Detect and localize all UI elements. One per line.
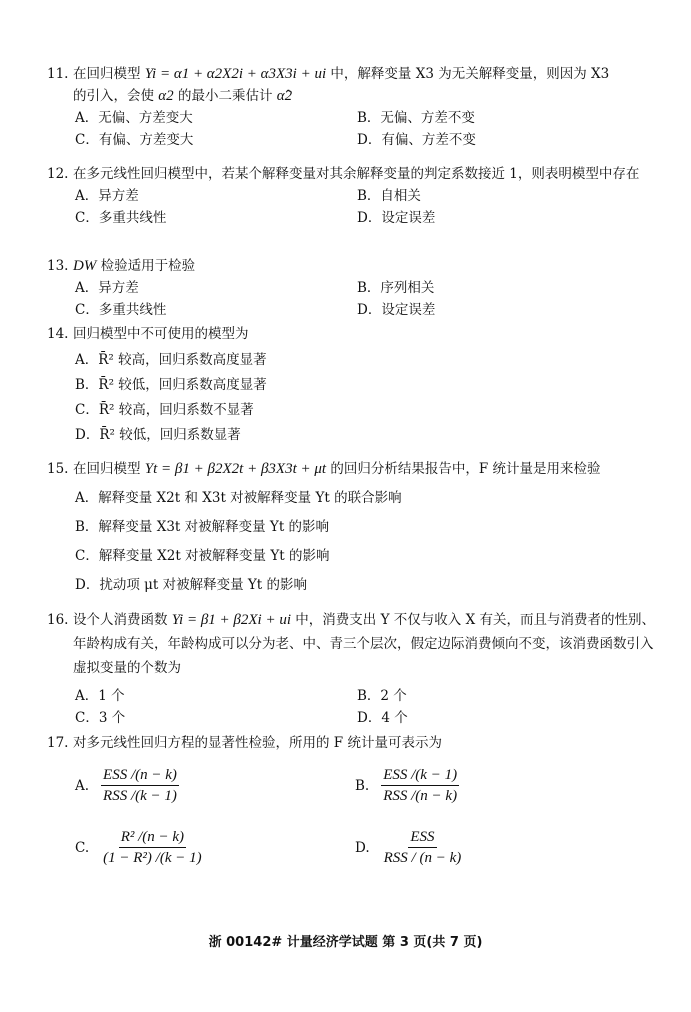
question-stem: 在回归模型 [73,66,145,82]
question-stem: 检验适用于检验 [96,258,196,274]
option-b: B. $\frac{\text{ESS /(k − 1)}}{\text{RSS /(n − k)}}$ [355,767,458,804]
question-16 [47,608,657,728]
option-d: D．4 个 [357,710,408,726]
question-stem: 的回归分析结果报告中，F 统计量是用来检验 [326,461,601,477]
option-a: A．R̄² 较高，回归系数高度显著 [75,352,267,368]
denominator: RSS /(k − 1) [103,788,177,804]
page-footer: 浙 00142# 计量经济学试题 第 3 页(共 7 页) [208,935,483,950]
option-a: A. $\frac{\text{ESS /(n − k)}}{\text{RSS /(k − 1)}}$ [75,767,177,804]
question-number: 14. [47,326,69,342]
option-c: C．3 个 [75,710,126,726]
option-c: C．解释变量 X2t 对被解释变量 Yt 的影响 [75,548,330,564]
numerator: R² /(n − k) [119,827,186,848]
question-stem: 的最小二乘估计 [173,88,277,104]
denominator: RSS /(n − k) [383,788,458,804]
option-d: D．有偏、方差不变 [357,132,476,148]
question-12 [47,163,657,229]
question-stem: 中，解释变量 X3 为无关解释变量，则因为 X3 [326,66,610,82]
option-c: C．有偏、方差变大 [75,132,194,148]
question-number: 13. [47,258,69,274]
denominator: (1 − R²) /(k − 1) [103,850,202,866]
numerator: ESS /(n − k) [101,765,179,786]
fraction [381,765,459,806]
option-b: B．无偏、方差不变 [357,110,475,126]
question-stem: 对多元线性回归方程的显著性检验，所用的 F 统计量可表示为 [73,735,442,751]
formula: α2 [158,88,174,104]
option-a: A．异方差 [75,188,139,204]
option-d: D．设定误差 [357,302,436,318]
option-a: A．无偏、方差变大 [75,110,193,126]
question-stem: 在回归模型 [73,461,145,477]
fraction [101,827,203,868]
formula: DW [73,258,97,274]
question-stem: 的引入，会使 [73,88,159,104]
option-c: C．多重共线性 [75,210,167,226]
option-b: B．R̄² 较低，回归系数高度显著 [75,377,267,393]
option-a: A．异方差 [75,280,139,296]
option-d: D．R̄² 较低，回归系数显著 [75,427,241,443]
question-number: 11. [47,66,69,82]
question-11 [47,63,657,151]
question-number: 17. [47,735,69,751]
option-d: D．设定误差 [357,210,436,226]
option-a: A．解释变量 X2t 和 X3t 对被解释变量 Yt 的联合影响 [75,490,402,506]
formula: Yt = β1 + β2X2t + β3X3t + μt [144,461,327,477]
denominator: RSS / (n − k) [383,850,462,866]
option-c: C．R̄² 较高，回归系数不显著 [75,402,254,418]
question-number: 15. [47,461,69,477]
option-b: B．解释变量 X3t 对被解释变量 Yt 的影响 [75,519,330,535]
numerator: ESS /(k − 1) [381,765,459,786]
question-13 [47,255,657,321]
option-b: B．自相关 [357,188,421,204]
question-15 [47,458,657,600]
option-d: D．扰动项 μt 对被解释变量 Yt 的影响 [75,577,308,593]
question-stem: 在多元线性回归模型中，若某个解释变量对其余解释变量的判定系数接近 1，则表明模型中存在 [73,166,640,182]
formula: α̂2 [276,88,293,104]
question-stem: 回归模型中不可使用的模型为 [73,326,249,342]
question-14 [47,323,657,448]
formula: Yi = α1 + α2X2i + α3X3i + ui [144,66,327,82]
question-stem: 设个人消费函数 [73,612,172,628]
question-17 [47,732,657,754]
fraction [382,827,464,868]
option-c: C．多重共线性 [75,302,167,318]
option-b: B．序列相关 [357,280,435,296]
option-b: B．2 个 [357,688,407,704]
question-stem: 中，消费支出 Y 不仅与收入 X 有关，而且与消费者的性别、年龄构成有关，年龄构成可以分为老、中、青三个层次，假定边际消费倾向不变，该消费函数引入虚拟变量的个数为 [73,612,655,676]
option-a: A．1 个 [75,688,125,704]
formula: Yi = β1 + β2Xi + ui [171,612,291,628]
question-number: 12. [47,166,69,182]
option-d: D. $\frac{\text{ESS}}{\text{RSS / (n − k)}}$ [355,829,462,866]
numerator: ESS [408,827,436,848]
option-c: C. $\frac{\text{R² /(n − k)}}{\text{(1 − R²) /(k − 1)}}$ [75,829,202,866]
fraction [101,765,179,806]
question-number: 16. [47,612,69,628]
